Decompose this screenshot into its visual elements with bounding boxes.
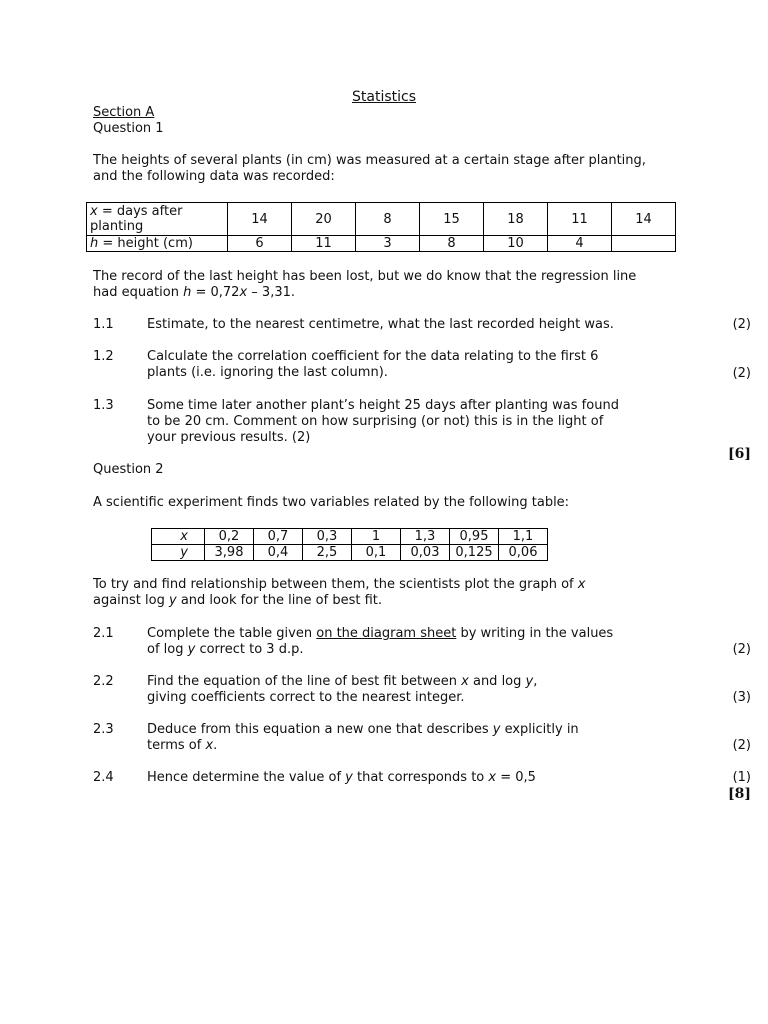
table-cell: 18 (484, 203, 548, 236)
question-2-total: [8] (728, 786, 751, 802)
table-cell: 20 (292, 203, 356, 236)
item-number: 1.1 (93, 317, 114, 332)
item-2-1-text: Complete the table given on the diagram sheet by writing in the values of log y correct to 3 d.p. (147, 626, 614, 657)
table-cell: 8 (420, 236, 484, 252)
item-1-1-text: Estimate, to the nearest centimetre, what the last recorded height was. (147, 317, 614, 332)
table-cell (612, 236, 676, 252)
table-cell: 4 (548, 236, 612, 252)
question-2-heading: Question 2 (93, 462, 164, 477)
table-row-y (152, 545, 548, 561)
table-row-height (87, 236, 676, 252)
item-1-2-text: Calculate the correlation coefficient for the data relating to the first 6 plants (i.e. ignoring the last column). (147, 349, 599, 380)
regression-statement: The record of the last height has been lost, but we do know that the regression line had equation h = 0,72x – 3,31. (93, 269, 637, 300)
item-number: 2.4 (93, 770, 114, 785)
item-2-3-text: Deduce from this equation a new one that describes y explicitly in terms of x. (147, 722, 579, 753)
item-mark: (3) (732, 690, 751, 705)
item-1-3-text: Some time later another plant’s height 25 days after planting was found to be 20 cm. Comment on how surprising (or not) this is in the light of your previous results. (2) (147, 398, 619, 445)
item-number: 2.1 (93, 626, 114, 641)
row-label-x: x (152, 529, 205, 545)
table-cell: 0,95 (450, 529, 499, 545)
item-mark: (2) (732, 366, 751, 381)
item-2-2-text: Find the equation of the line of best fit between x and log y, giving coefficients correct to the nearest integer. (147, 674, 538, 705)
table-cell: 8 (356, 203, 420, 236)
question-1-heading: Question 1 (93, 121, 164, 136)
section-heading: Section A (93, 105, 155, 120)
table-row-x (152, 529, 548, 545)
item-mark: (2) (732, 738, 751, 753)
row-label-days: x = days after planting (87, 203, 228, 236)
item-number: 2.3 (93, 722, 114, 737)
table-cell: 0,125 (450, 545, 499, 561)
item-number: 2.2 (93, 674, 114, 689)
relationship-statement: To try and find relationship between them, the scientists plot the graph of x against log y and look for the line of best fit. (93, 577, 586, 608)
table-cell: 14 (612, 203, 676, 236)
item-mark: (2) (732, 317, 751, 332)
table-cell: 0,06 (499, 545, 548, 561)
table-cell: 1,3 (401, 529, 450, 545)
item-mark: (1) (732, 770, 751, 785)
table-cell: 11 (292, 236, 356, 252)
table-cell: 14 (228, 203, 292, 236)
row-label-height: h = height (cm) (87, 236, 228, 252)
experiment-data-table (151, 528, 548, 561)
row-label-y: y (152, 545, 205, 561)
table-cell: 3 (356, 236, 420, 252)
diagram-sheet-reference: on the diagram sheet (316, 626, 457, 641)
table-cell: 0,4 (254, 545, 303, 561)
table-row-days (87, 203, 676, 236)
question-1-total: [6] (728, 446, 751, 462)
question-1-intro: The heights of several plants (in cm) was measured at a certain stage after planting, and the following data was recorded: (93, 153, 646, 184)
table-cell: 11 (548, 203, 612, 236)
question-2-intro: A scientific experiment finds two variables related by the following table: (93, 495, 570, 510)
table-cell: 3,98 (205, 545, 254, 561)
table-cell: 0,03 (401, 545, 450, 561)
table-cell: 1,1 (499, 529, 548, 545)
table-cell: 0,2 (205, 529, 254, 545)
item-number: 1.3 (93, 398, 114, 413)
table-cell: 0,1 (352, 545, 401, 561)
table-cell: 0,7 (254, 529, 303, 545)
table-cell: 0,3 (303, 529, 352, 545)
page-title: Statistics (352, 89, 416, 105)
table-cell: 6 (228, 236, 292, 252)
table-cell: 1 (352, 529, 401, 545)
plant-data-table (86, 202, 676, 252)
table-cell: 2,5 (303, 545, 352, 561)
table-cell: 10 (484, 236, 548, 252)
table-cell: 15 (420, 203, 484, 236)
item-2-4-text: Hence determine the value of y that corresponds to x = 0,5 (147, 770, 536, 785)
item-mark: (2) (732, 642, 751, 657)
item-number: 1.2 (93, 349, 114, 364)
